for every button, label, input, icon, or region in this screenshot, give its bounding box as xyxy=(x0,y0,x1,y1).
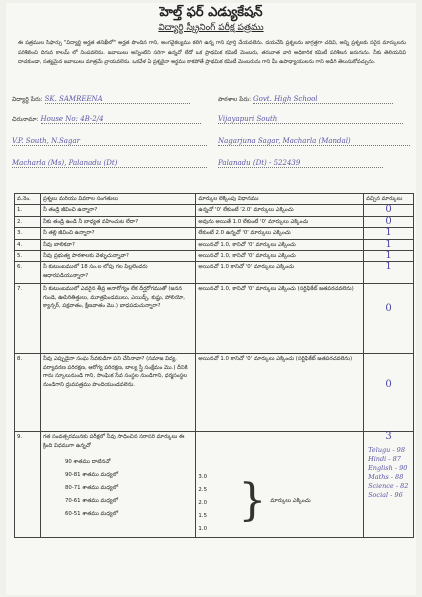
row-rule: అయినచో 1.0, కానిచో '0' మార్కులు ఎక్కించు (సర్టిఫికేట్ జతపరచవలెను) xyxy=(196,284,364,354)
row-mark-cell xyxy=(364,216,414,227)
row-mark-cell xyxy=(364,284,414,354)
row-question: నీకు తండ్రి ఉండి నీ బాధ్యత వహించుట లేదా? xyxy=(40,216,195,227)
row-serial: 7. xyxy=(15,284,41,354)
row-serial: 4. xyxy=(15,239,41,250)
address-label: చిరునామా: xyxy=(12,116,39,123)
screening-form-page xyxy=(6,3,416,595)
row-rule: అయినచో 1.0 కానిచో '0' మార్కులు ఎక్కించు xyxy=(196,262,364,284)
score-slab: 80-71 శాతము మధ్యలో xyxy=(64,485,119,492)
handwritten-mark: 0 xyxy=(385,215,392,227)
school-label: పాఠశాల పేరు: xyxy=(218,96,252,103)
row-question: నీ కుటుంబములో ఎవరైన తీవ్ర అనారోగ్యం లేక దీర్ఘరోగముతో (జనన గుండె, ఊపిరితిత్తులు, మూత్రపిండములు, ఎయిడ్స్, కుష్టు, పోలియో, క్యాన్సర్, పక్షవాతం, క్షీణవాతం మొ.) బాధపడుచున్నారా? xyxy=(40,284,195,354)
table-row xyxy=(15,284,414,354)
table-row xyxy=(15,251,414,262)
row-rule: అవును అయితే 1.0 లేకుంటే '0' మార్కులు ఎక్కించు xyxy=(196,216,364,227)
slab-points: 1.5 xyxy=(198,513,207,520)
handwritten-mark: 1 xyxy=(385,227,392,239)
village-value: Vijayapuri South xyxy=(218,115,403,124)
table-row xyxy=(15,216,414,227)
row-serial: 9. xyxy=(15,432,41,538)
row-question: నీ తల్లి జీవించి ఉన్నారా? xyxy=(40,228,195,239)
row-mark-cell xyxy=(364,432,414,538)
score-slab: 60-51 శాతము మధ్యలో xyxy=(64,511,119,518)
row-mark-cell xyxy=(364,262,414,284)
row-rule: మార్కులు ఎక్కించు xyxy=(270,498,311,505)
subject-mark: Science - 82 xyxy=(368,481,409,490)
handwritten-mark: 0 xyxy=(385,379,392,391)
table-row xyxy=(15,239,414,250)
slab-points: 2.0 xyxy=(198,500,207,507)
brace-glyph: } xyxy=(238,475,267,527)
slab-points: 2.5 xyxy=(198,487,207,494)
table-row xyxy=(15,432,414,538)
subject-marks-list xyxy=(366,446,411,500)
slab-points-block xyxy=(198,471,361,536)
row-question: నీ కుటుంబములో 18 సం.ల లోపు గల పిల్లలెందరు ఆధారపడియున్నారా? xyxy=(40,262,195,284)
row-question: గత సంవత్సరమునకు పరీక్షలో నీవు సాధించిన సరాసరి మార్కులు ఈ క్రింది విధముగా ఉన్నచో xyxy=(42,434,185,449)
row-serial: 8. xyxy=(15,354,41,432)
row-serial: 2. xyxy=(15,216,41,227)
instructions-paragraph: ఈ పత్రముల సిఫార్సు "విద్యార్థి అర్హత తనిఖీలో" అర్హత పొందిన గాని, అంగవైకల్యము కలిగి ఉన్న గాని పూర్తి చేయవలెను. దయచేసి ప్రశ్నలను జాగ్రత్తగా చదివి, అన్ని ప్రశ్నలకు సరైన మార్కులను పరిశీలించి దిగువ కాలమ్ లో నింపవలెను. జవాబులు అన్నింటిని సరిగా ఉన్నవో లేదో ఒక ప్రాథమిక కమిటీ మెంబరు, తరువాత వారి అధికారిక కమిటీ పరిశీలన జరుగును. నీకు తెలియనివి దాచకుండా, సత్యమైన జవాబులు మాత్రమే వ్రాయవలెను. ఒకవేళ ఏ ప్రశ్నకైనా అర్థము కాకపోతే ప్రాథమిక కమిటీ మెంబరును గాని మీ ఉపాధ్యాయులను గాని అడిగి తెలుసుకోవచ్చును. xyxy=(18,40,406,66)
row-mark-cell xyxy=(364,251,414,262)
address-line-2-left: V.P. South, N.Sagar xyxy=(12,137,207,146)
handwritten-mark: 0 xyxy=(385,204,392,216)
row-rule: అయినచో 1.0 కానిచో '0' మార్కులు ఎక్కించు (సర్టిఫికేట్ జతపరచవలెను) xyxy=(196,354,364,432)
row-rule: అయినచో 1.0, కానిచో '0' మార్కులు ఎక్కించు xyxy=(196,239,364,250)
handwritten-mark: 1 xyxy=(385,238,392,250)
handwritten-mark: 1 xyxy=(385,250,392,262)
score-slab-list xyxy=(43,456,193,521)
form-subtitle: విద్యార్థి స్క్రీనింగ్ పరీక్ష పత్రము xyxy=(158,23,264,33)
row-serial: 5. xyxy=(15,251,41,262)
header-marks: వచ్చిన మార్కులు xyxy=(364,194,414,205)
subject-mark: Telugu - 98 xyxy=(368,445,405,454)
header-rule: మార్కుల లెక్కింపు విధానము xyxy=(196,194,364,205)
row-rule: లేకుంటే 2.0 ఉన్నచో '0' మార్కులు ఎక్కించు xyxy=(196,228,364,239)
village-field xyxy=(218,115,403,124)
row-mark-cell xyxy=(364,228,414,239)
slab-points: 1.0 xyxy=(198,526,207,533)
slab-points: 3.0 xyxy=(198,474,207,481)
row-question: నీవు ఎప్పుడైనా సంఘ సేవకుడిగా పని చేసినావా? (సమాజ విద్య, పర్యావరణ పరిరక్షణ, ఆరోగ్య పరిరక్షణ, బాల్య స్త్రీ సంక్షేమం మొ.) దీనికి గాను స్కూలునుండి గాని, సాంఘిక సేవ సంస్థల నుండిగాని, ధర్మసంస్థల నుండిగాని ద్రువపత్రము పొందియుండవలెను. xyxy=(40,354,195,432)
subject-mark: Maths - 88 xyxy=(368,472,404,481)
address-line-2-right: Nagarjuna Sagar, Macharla (Mandal) xyxy=(218,137,410,146)
row-rule-cell xyxy=(196,432,364,538)
row-question: నీవు ప్రభుత్వ పాఠశాలకు వెళ్ళుచున్నావా? xyxy=(40,251,195,262)
subject-mark: Hindi - 87 xyxy=(368,454,401,463)
subject-mark: Social - 96 xyxy=(368,490,403,499)
score-slab: 90-81 శాతము మధ్యలో xyxy=(64,472,119,479)
subject-mark: English - 90 xyxy=(368,463,408,472)
handwritten-mark: 1 xyxy=(385,261,392,273)
table-row xyxy=(15,228,414,239)
student-name-value: SK. SAMREENA xyxy=(45,95,190,104)
screening-table xyxy=(14,193,414,538)
slab-points-column xyxy=(198,471,238,536)
student-name-field xyxy=(12,95,190,104)
row-rule: ఉన్నచో '0' లేకుంటే '2.0' మార్కులు ఎక్కించు xyxy=(196,205,364,216)
header-question: ప్రశ్నలు మరియు వివరాల సంగతులు xyxy=(40,194,195,205)
row-mark-cell xyxy=(364,354,414,432)
row-mark-cell xyxy=(364,239,414,250)
address-field xyxy=(12,115,201,124)
score-slab: 70-61 శాతము మధ్యలో xyxy=(64,498,119,505)
school-field xyxy=(218,95,393,104)
row-question: నీవు బాలికవా? xyxy=(40,239,195,250)
address-value: House No: 4B-2/4 xyxy=(41,115,201,124)
table-row xyxy=(15,205,414,216)
table-header-row xyxy=(15,194,414,205)
school-value: Govt. High School xyxy=(253,95,393,104)
handwritten-mark: 3 xyxy=(385,431,392,443)
score-slab: 90 శాతము దాటినచో xyxy=(64,459,111,466)
address-line-3-left: Macharla (Ms), Palanadu (Dt) xyxy=(12,159,207,168)
table-row xyxy=(15,354,414,432)
student-name-label: విద్యార్థి పేరు: xyxy=(12,96,43,103)
address-line-3-right: Palanadu (Dt) - 522439 xyxy=(218,159,383,168)
form-title: హెల్త్ ఫర్ ఎడ్యుకేషన్ xyxy=(159,5,263,20)
row-rule: అయినచో 1.0, కానిచో '0' మార్కులు ఎక్కించు xyxy=(196,251,364,262)
handwritten-mark: 0 xyxy=(385,303,392,315)
header-serial: వ.నెం. xyxy=(15,194,41,205)
table-row xyxy=(15,262,414,284)
row-mark-cell xyxy=(364,205,414,216)
row-question: నీ తండ్రి జీవించి ఉన్నారా? xyxy=(40,205,195,216)
row-question-with-slabs xyxy=(40,432,195,538)
row-serial: 3. xyxy=(15,228,41,239)
row-serial: 6. xyxy=(15,262,41,284)
row-serial: 1. xyxy=(15,205,41,216)
